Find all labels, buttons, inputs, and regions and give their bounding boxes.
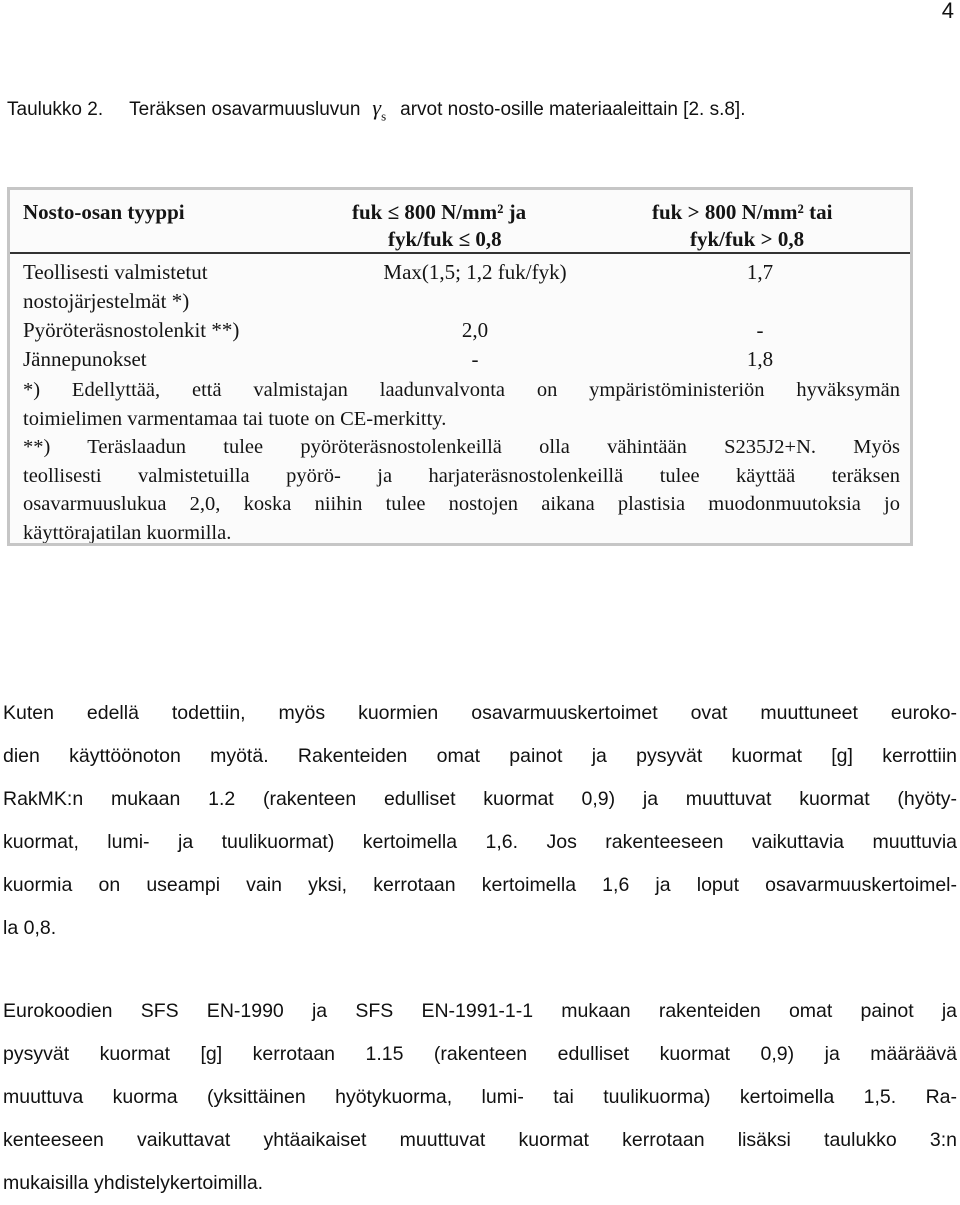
table-caption — [7, 95, 746, 124]
table-row — [10, 318, 910, 347]
table-header — [10, 190, 910, 254]
paragraph-line: mukaisilla yhdistelykertoimilla. — [3, 1172, 264, 1194]
row-type: Pyöröteräsnostolenkit **) — [23, 318, 240, 342]
row-col2: 1,7 — [746, 260, 774, 284]
header-col2-line2: fyk/fuk > 0,8 — [690, 227, 805, 251]
row-col2: - — [756, 318, 764, 342]
note-line: teollisesti valmistetuilla pyörö- ja harjateräsnostolenkeillä tulee käyttää teräksen — [23, 464, 900, 487]
table-row — [10, 260, 910, 289]
paragraph-1 — [3, 692, 957, 950]
table-image — [7, 187, 913, 546]
note-line: osavarmuuslukua 2,0, koska niihin tulee nostojen aikana plastisia muodonmuutoksia jo — [23, 493, 900, 515]
header-col1-line1: fuk ≤ 800 N/mm² ja — [352, 200, 527, 224]
gamma-symbol: $\gamma_s$ — [372, 95, 387, 124]
paragraph-2 — [3, 990, 957, 1205]
paragraph-line: muuttuva kuorma (yksittäinen hyötykuorma, lumi- tai tuulikuorma) kertoimella 1,5. Ra- — [3, 1086, 957, 1108]
row-type: Jännepunokset — [23, 347, 147, 371]
paragraph-line: Kuten edellä todettiin, myös kuormien osavarmuuskertoimet ovat muuttuneet euroko- — [3, 702, 957, 724]
paragraph-line: Eurokoodien SFS EN-1990 ja SFS EN-1991-1-1 mukaan rakenteiden omat painot ja — [3, 1000, 957, 1022]
header-type: Nosto-osan tyyppi — [23, 200, 185, 224]
header-col2-line1: fuk > 800 N/mm² tai — [652, 200, 833, 224]
row-col1: 2,0 — [461, 318, 489, 342]
paragraph-line: RakMK:n mukaan 1.2 (rakenteen edulliset kuormat 0,9) ja muuttuvat kuormat (hyöty- — [3, 788, 957, 810]
row-col1: - — [471, 347, 479, 371]
paragraph-line: dien käyttöönoton myötä. Rakenteiden omat painot ja pysyvät kuormat [g] kerrottiin — [3, 745, 957, 767]
paragraph-line: kuormat, lumi- ja tuulikuormat) kertoimella 1,6. Jos rakenteeseen vaikuttavia muuttuvia — [3, 831, 957, 853]
paragraph-line: kenteeseen vaikuttavat yhtäaikaiset muuttuvat kuormat kerrotaan lisäksi taulukko 3:n — [3, 1129, 957, 1151]
table-notes — [23, 376, 900, 546]
table-row — [10, 347, 910, 376]
note-line: *) Edellyttää, että valmistajan laadunvalvonta on ympäristöministeriön hyväksymän — [23, 379, 900, 401]
header-col1-line2: fyk/fuk ≤ 0,8 — [388, 227, 502, 251]
row-col2: 1,8 — [746, 347, 774, 371]
paragraph-line: la 0,8. — [3, 917, 57, 939]
caption-text: Teräksen osavarmuusluvun — [129, 99, 361, 120]
note-line: **) Teräslaadun tulee pyöröteräsnostolenkeillä olla vähintään S235J2+N. Myös — [23, 436, 900, 458]
row-type: Teollisesti valmistetut — [23, 260, 208, 284]
table-body — [10, 260, 910, 546]
note-line: käyttörajatilan kuormilla. — [23, 521, 232, 544]
note-line: toimielimen varmentamaa tai tuote on CE-merkitty. — [23, 407, 447, 430]
paragraph-line: pysyvät kuormat [g] kerrotaan 1.15 (rakenteen edulliset kuormat 0,9) ja määräävä — [3, 1043, 957, 1065]
paragraph-line: kuormia on useampi vain yksi, kerrotaan kertoimella 1,6 ja loput osavarmuuskertoimel- — [3, 874, 957, 896]
table-row — [10, 289, 910, 318]
row-col1: Max(1,5; 1,2 fuk/fyk) — [383, 260, 567, 284]
row-type: nostojärjestelmät *) — [23, 289, 190, 313]
caption-label: Taulukko 2. — [7, 99, 104, 120]
caption-text-after: arvot nosto-osille materiaaleittain [2. s.8]. — [400, 99, 746, 120]
page-number: 4 — [941, 0, 954, 23]
